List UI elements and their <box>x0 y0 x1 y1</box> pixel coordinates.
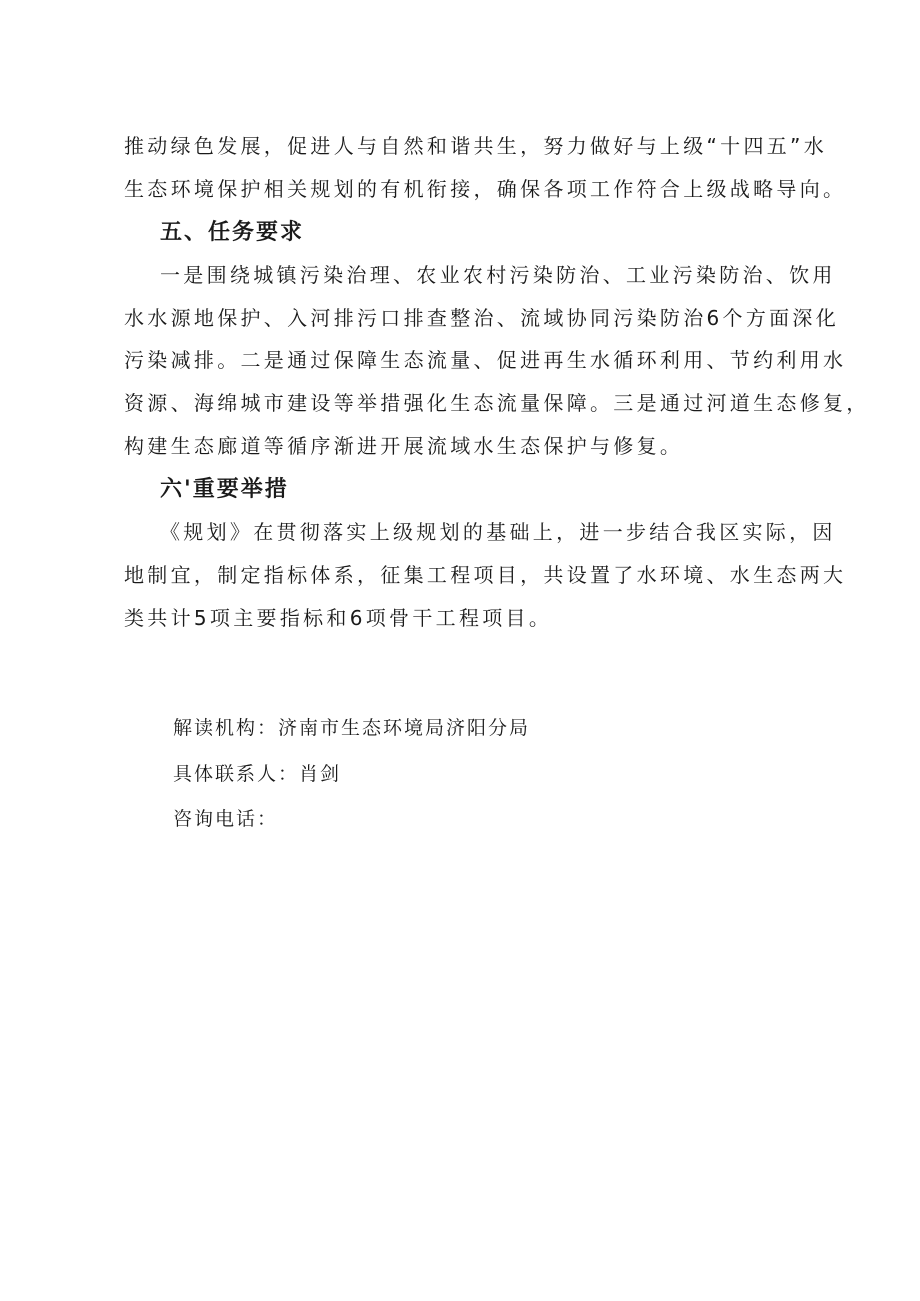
section-heading-measures: 六'重要举措 <box>160 477 289 502</box>
interpreting-organization: 解读机构：济南市生态环境局济阳分局 <box>173 717 531 739</box>
contact-person: 具体联系人：肖剑 <box>173 763 342 785</box>
consultation-phone: 咨询电话： <box>173 808 279 830</box>
paragraph-line: 生态环境保护相关规划的有机衔接，确保各项工作符合上级战略导向。 <box>124 177 847 201</box>
paragraph-line: 资源、海绵城市建设等举措强化生态流量保障。三是通过河道生态修复， <box>124 391 870 415</box>
paragraph-line: 一是围绕城镇污染治理、农业农村污染防治、工业污染防治、饮用 <box>160 263 836 287</box>
paragraph-line: 地制宜，制定指标体系，征集工程项目，共设置了水环境、水生态两大 <box>124 563 847 587</box>
paragraph-line: 水水源地保护、入河排污口排查整治、流域协同污染防治6个方面深化 <box>124 306 840 330</box>
section-heading-tasks: 五、任务要求 <box>160 220 305 245</box>
paragraph-line: 构建生态廊道等循序渐进开展流域水生态保护与修复。 <box>124 434 684 458</box>
paragraph-line: 《规划》在贯彻落实上级规划的基础上，进一步结合我区实际，因 <box>160 520 836 544</box>
paragraph-line: 污染减排。二是通过保障生态流量、促进再生水循环利用、节约利用水 <box>124 348 847 372</box>
paragraph-line: 类共计5项主要指标和6项骨干工程项目。 <box>124 606 553 630</box>
paragraph-line: 推动绿色发展，促进人与自然和谐共生，努力做好与上级“十四五”水 <box>124 134 828 158</box>
